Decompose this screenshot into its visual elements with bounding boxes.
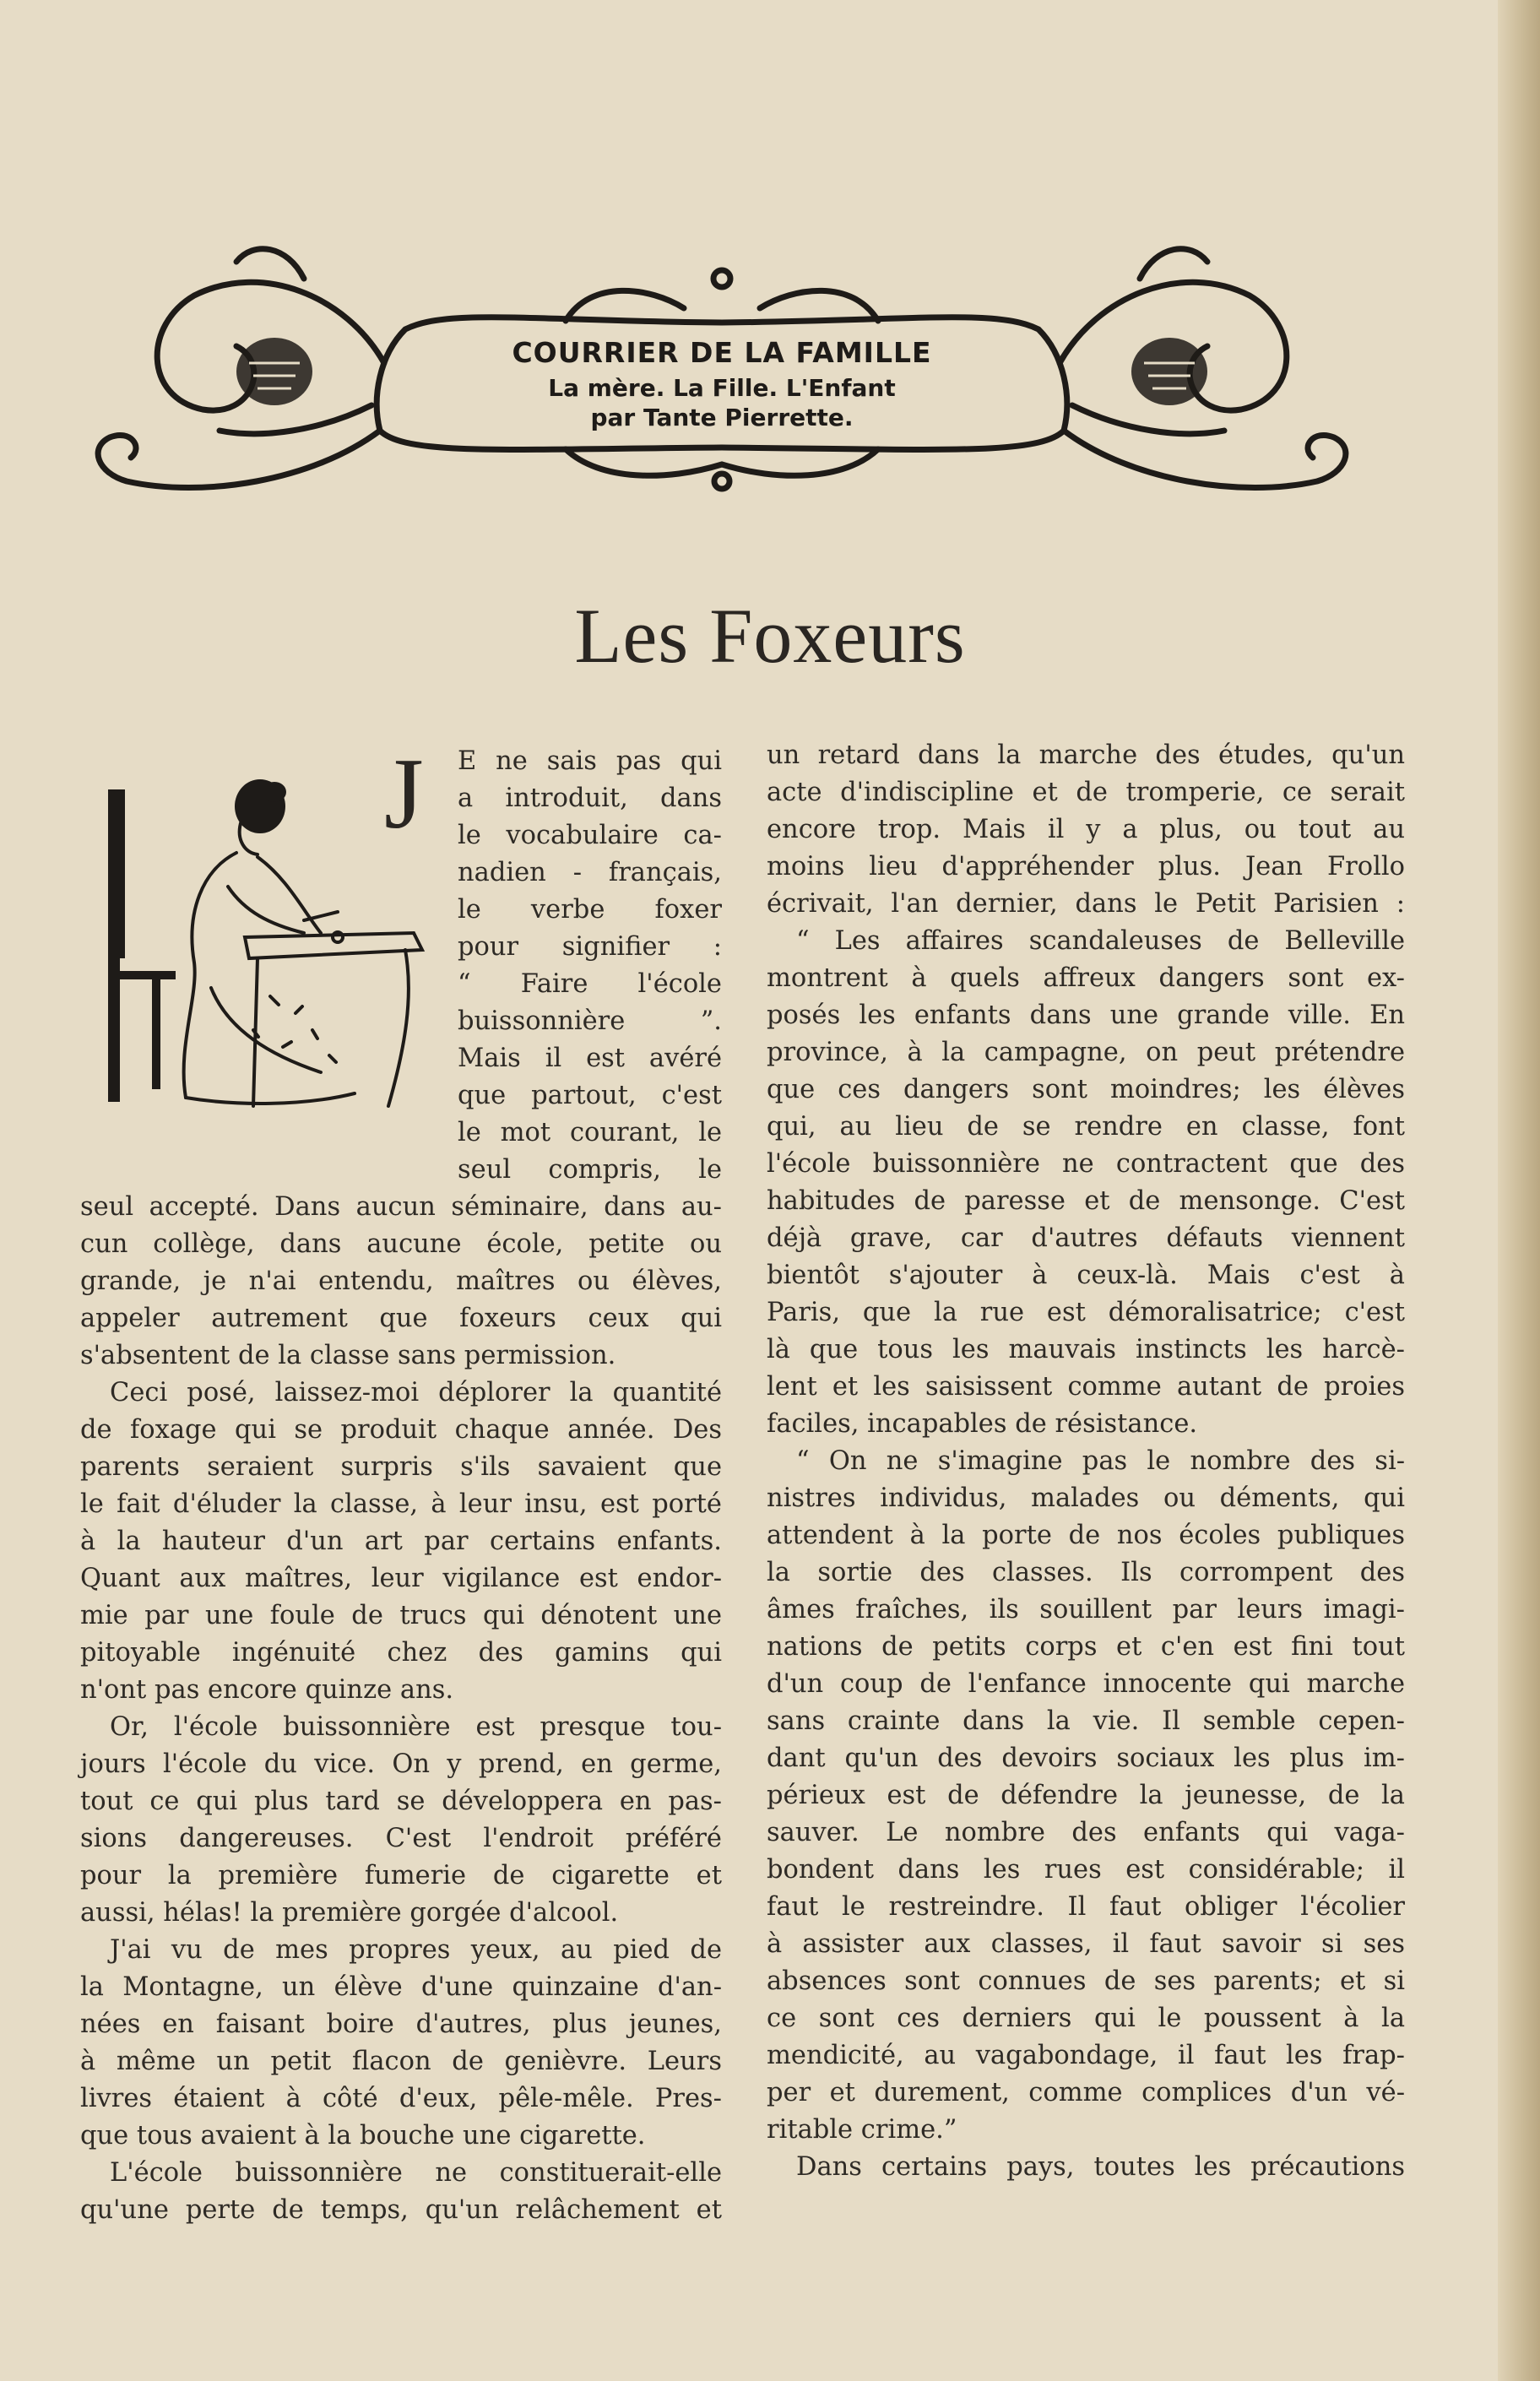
text-line: pour signifier :: [458, 932, 722, 962]
text-line: Dans certains pays, toutes les précautions: [796, 2152, 1405, 2182]
left-column: [80, 737, 722, 2229]
section-subtitle: La mère. La Fille. L'Enfant: [548, 374, 896, 402]
text-line: J'ai vu de mes propres yeux, au pied de: [110, 1935, 722, 1965]
section-title: COURRIER DE LA FAMILLE: [512, 336, 932, 369]
text-line: tout ce qui plus tard se développera en pas-: [80, 1787, 722, 1816]
text-line: que tous avaient à la bouche une cigarette.: [80, 2121, 646, 2150]
text-line: que partout, c'est: [458, 1081, 722, 1110]
text-line: appeler autrement que foxeurs ceux qui: [80, 1304, 722, 1333]
text-line: ritable crime.”: [767, 2115, 957, 2145]
text-line: faciles, incapables de résistance.: [767, 1409, 1198, 1439]
text-line: à même un petit flacon de genièvre. Leurs: [80, 2047, 722, 2076]
text-line: seul accepté. Dans aucun séminaire, dans au-: [80, 1192, 722, 1222]
text-line: le mot courant, le: [458, 1118, 722, 1147]
text-line: Ceci posé, laissez-moi déplorer la quantité: [110, 1378, 722, 1407]
right-column: [767, 737, 1405, 2186]
text-line: que ces dangers sont moindres; les élèves: [767, 1075, 1405, 1104]
text-line: le vocabulaire ca-: [458, 821, 722, 850]
text-line: mie par une foule de trucs qui dénotent une: [80, 1601, 722, 1630]
text-line: le fait d'éluder la classe, à leur insu, est porté: [80, 1489, 722, 1519]
text-line: “ On ne s'imagine pas le nombre des si-: [796, 1446, 1405, 1476]
text-line: sans crainte dans la vie. Il semble cepen-: [767, 1706, 1405, 1736]
text-line: nées en faisant boire d'autres, plus jeunes,: [80, 2009, 722, 2039]
text-line: nadien - français,: [458, 858, 722, 887]
text-line: encore trop. Mais il y a plus, ou tout au: [767, 815, 1405, 844]
text-line: à assister aux classes, il faut savoir si ses: [767, 1929, 1405, 1959]
text-line: périeux est de défendre la jeunesse, de la: [767, 1781, 1405, 1810]
text-line: Quant aux maîtres, leur vigilance est endor-: [80, 1564, 722, 1593]
text-line: lent et les saisissent comme autant de proies: [767, 1372, 1405, 1402]
text-line: écrivait, l'an dernier, dans le Petit Parisien :: [767, 889, 1405, 919]
text-line: parents seraient surpris s'ils savaient que: [80, 1452, 722, 1482]
text-line: qui, au lieu de se rendre en classe, font: [767, 1112, 1405, 1142]
text-line: la Montagne, un élève d'une quinzaine d'an-: [80, 1972, 722, 2002]
text-line: à la hauteur d'un art par certains enfants.: [80, 1527, 722, 1556]
text-line: nistres individus, malades ou déments, qui: [767, 1483, 1405, 1513]
text-line: livres étaient à côté d'eux, pêle-mêle. Pres-: [80, 2084, 722, 2113]
text-line: sions dangereuses. C'est l'endroit préféré: [80, 1824, 722, 1853]
text-line: faut le restreindre. Il faut obliger l'écolier: [767, 1892, 1405, 1922]
text-line: de foxage qui se produit chaque année. Des: [80, 1415, 722, 1445]
text-line: “ Les affaires scandaleuses de Belleville: [796, 926, 1405, 956]
text-line: Paris, que la rue est démoralisatrice; c'est: [767, 1298, 1405, 1327]
text-line: Mais il est avéré: [458, 1044, 722, 1073]
section-author: par Tante Pierrette.: [590, 404, 854, 431]
text-line: sauver. Le nombre des enfants qui vaga-: [767, 1818, 1405, 1847]
article-title: Les Foxeurs: [574, 593, 966, 679]
text-line: âmes fraîches, ils souillent par leurs imagi-: [767, 1595, 1405, 1624]
text-line: per et durement, comme complices d'un vé-: [767, 2078, 1405, 2107]
text-line: dant qu'un des devoirs sociaux les plus im-: [767, 1744, 1405, 1773]
text-line: grande, je n'ai entendu, maîtres ou élèves,: [80, 1266, 722, 1296]
text-line: buissonnière ”.: [458, 1006, 722, 1036]
header-banner: [93, 228, 1351, 549]
text-line: Or, l'école buissonnière est presque tou-: [110, 1712, 722, 1742]
text-line: ce sont ces derniers qui le poussent à la: [767, 2004, 1405, 2033]
text-line: pour la première fumerie de cigarette et: [80, 1861, 722, 1890]
text-line: a introduit, dans: [458, 784, 722, 813]
text-line: cun collège, dans aucune école, petite ou: [80, 1229, 722, 1259]
text-line: un retard dans la marche des études, qu'un: [767, 740, 1405, 770]
text-line: s'absentent de la classe sans permission.: [80, 1341, 616, 1370]
text-line: qu'une perte de temps, qu'un relâchement et: [80, 2195, 722, 2225]
text-line: n'ont pas encore quinze ans.: [80, 1675, 454, 1705]
text-line: jours l'école du vice. On y prend, en germe,: [80, 1749, 722, 1779]
text-line: aussi, hélas! la première gorgée d'alcool.: [80, 1898, 619, 1928]
text-line: E ne sais pas qui: [458, 746, 722, 776]
text-line: seul compris, le: [458, 1155, 722, 1185]
text-line: le verbe foxer: [458, 895, 722, 925]
text-line: l'école buissonnière ne contractent que des: [767, 1149, 1405, 1179]
text-line: L'école buissonnière ne constituerait-elle: [110, 2158, 722, 2188]
text-line: nations de petits corps et c'en est fini tout: [767, 1632, 1405, 1662]
text-line: “ Faire l'école: [458, 969, 722, 999]
banner-text: [93, 336, 1351, 431]
text-line: d'un coup de l'enfance innocente qui marche: [767, 1669, 1405, 1699]
text-line: déjà grave, car d'autres défauts viennent: [767, 1223, 1405, 1253]
text-line: mendicité, au vagabondage, il faut les frap-: [767, 2041, 1405, 2070]
text-line: absences sont connues de ses parents; et si: [767, 1966, 1405, 1996]
page-edge: [1498, 0, 1540, 2381]
text-line: habitudes de paresse et de mensonge. C'est: [767, 1186, 1405, 1216]
text-line: là que tous les mauvais instincts les harcè-: [767, 1335, 1405, 1364]
text-line: bientôt s'ajouter à ceux-là. Mais c'est à: [767, 1261, 1405, 1290]
text-line: acte d'indiscipline et de tromperie, ce serait: [767, 778, 1405, 807]
text-line: moins lieu d'appréhender plus. Jean Frollo: [767, 852, 1405, 881]
text-line: attendent à la porte de nos écoles publiques: [767, 1521, 1405, 1550]
text-line: bondent dans les rues est considérable; il: [767, 1855, 1405, 1885]
text-line: la sortie des classes. Ils corrompent des: [767, 1558, 1405, 1587]
text-line: province, à la campagne, on peut prétendre: [767, 1038, 1405, 1067]
text-line: montrent à quels affreux dangers sont ex-: [767, 963, 1405, 993]
drop-cap: J: [384, 737, 424, 849]
text-line: pitoyable ingénuité chez des gamins qui: [80, 1638, 722, 1668]
text-line: posés les enfants dans une grande ville. En: [767, 1001, 1405, 1030]
